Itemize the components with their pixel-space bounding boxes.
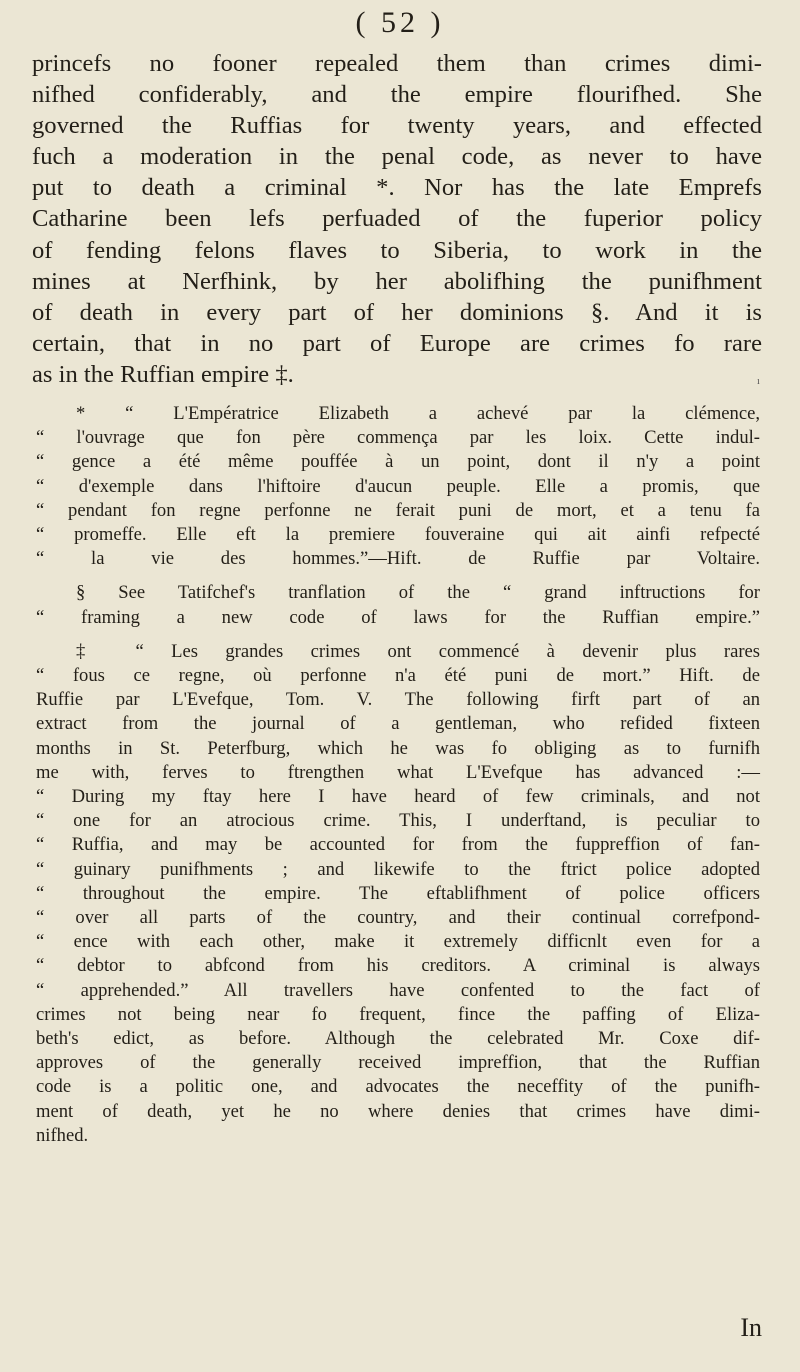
footnote-line: “ debtor to abfcond from his creditors. A criminal is always [36, 955, 760, 977]
footnote-line: “ framing a new code of laws for the Ruffian empire.” [36, 606, 760, 628]
footnote-line: ‡ “ Les grandes crimes ont commencé à devenir plus rares [76, 640, 760, 662]
footnote-line: extract from the journal of a gentleman, who refided fixteen [36, 713, 760, 735]
footnote-star [36, 402, 760, 571]
footnote-line: nifhed. [36, 1124, 89, 1146]
footnote-section [36, 581, 760, 629]
body-line: princefs no fooner repealed them than crimes dimi- [32, 50, 762, 77]
footnote-line: “ d'exemple dans l'hiftoire d'aucun peuple. Elle a promis, que [36, 475, 760, 497]
footnote-line: “ ence with each other, make it extremely difficnlt even for a [36, 931, 760, 953]
catchword: In [740, 1313, 762, 1342]
footnote-line: “ Ruffia, and may be accounted for from the fuppreffion of fan- [36, 834, 760, 856]
footnote-line: “ apprehended.” All travellers have confented to the fact of [36, 979, 760, 1001]
stray-mark: ı [757, 376, 760, 387]
body-line: fuch a moderation in the penal code, as never to have [32, 143, 762, 171]
body-line: put to death a criminal *. Nor has the late Emprefs [32, 174, 762, 202]
footnote-line: § See Tatifchef's tranflation of the “ grand inftructions for [76, 582, 760, 604]
footnote-line: “ over all parts of the country, and their continual correfpond- [36, 907, 760, 929]
body-line: Catharine been lefs perfuaded of the fuperior policy [32, 205, 762, 233]
footnote-line: approves of the generally received impreffion, that the Ruffian [36, 1052, 760, 1074]
body-line: of fending felons flaves to Siberia, to work in the [32, 236, 762, 264]
body-line: governed the Ruffias for twenty years, and effected [32, 112, 762, 140]
footnote-line: ment of death, yet he no where denies that crimes have dimi- [36, 1100, 760, 1122]
footnote-line: “ During my ftay here I have heard of few criminals, and not [36, 786, 760, 808]
footnote-line: code is a politic one, and advocates the neceffity of the punifh- [36, 1076, 760, 1098]
footnote-line: “ pendant fon regne perfonne ne ferait puni de mort, et a tenu fa [36, 499, 760, 521]
footnote-line: Ruffie par L'Evefque, Tom. V. The following firft part of an [36, 689, 760, 711]
body-line: as in the Ruffian empire ‡. [32, 360, 294, 388]
footnote-dagger [36, 640, 760, 1148]
main-text [32, 48, 762, 390]
footnote-line: months in St. Peterfburg, which he was fo obliging as to furnifh [36, 737, 760, 759]
footnote-line: “ fous ce regne, où perfonne n'a été puni de mort.” Hift. de [36, 665, 760, 687]
footnote-line: “ throughout the empire. The eftablifhment of police officers [36, 882, 760, 904]
footnote-line: “ gence a été même pouffée à un point, dont il n'y a point [36, 451, 760, 473]
footnote-line: “ guinary punifhments ; and likewife to the ftrict police adopted [36, 858, 760, 880]
footnote-line: “ promeffe. Elle eft la premiere fouveraine qui ait ainfi refpecté [36, 524, 760, 546]
body-line: of death in every part of her dominions §. And it is [32, 298, 762, 326]
body-line: certain, that in no part of Europe are crimes fo rare [32, 329, 762, 357]
page-number: ( 52 ) [355, 6, 445, 39]
footnote-line: “ one for an atrocious crime. This, I underftand, is peculiar to [36, 810, 760, 832]
footnote-line: me with, ferves to ftrengthen what L'Evefque has advanced :— [36, 761, 760, 783]
footnotes [36, 402, 760, 1158]
footnote-line: crimes not being near fo frequent, fince the paffing of Eliza- [36, 1003, 760, 1025]
footnote-line: “ l'ouvrage que fon père commença par les loix. Cette indul- [36, 427, 760, 449]
body-line: nifhed confiderably, and the empire flourifhed. She [32, 81, 762, 109]
footnote-line: * “ L'Empératrice Elizabeth a achevé par la clémence, [76, 403, 760, 424]
footnote-line: beth's edict, as before. Although the celebrated Mr. Coxe dif- [36, 1028, 760, 1050]
body-line: mines at Nerfhink, by her abolifhing the punifhment [32, 267, 762, 295]
footnote-line: “ la vie des hommes.”—Hift. de Ruffie par Voltaire. [36, 548, 760, 570]
